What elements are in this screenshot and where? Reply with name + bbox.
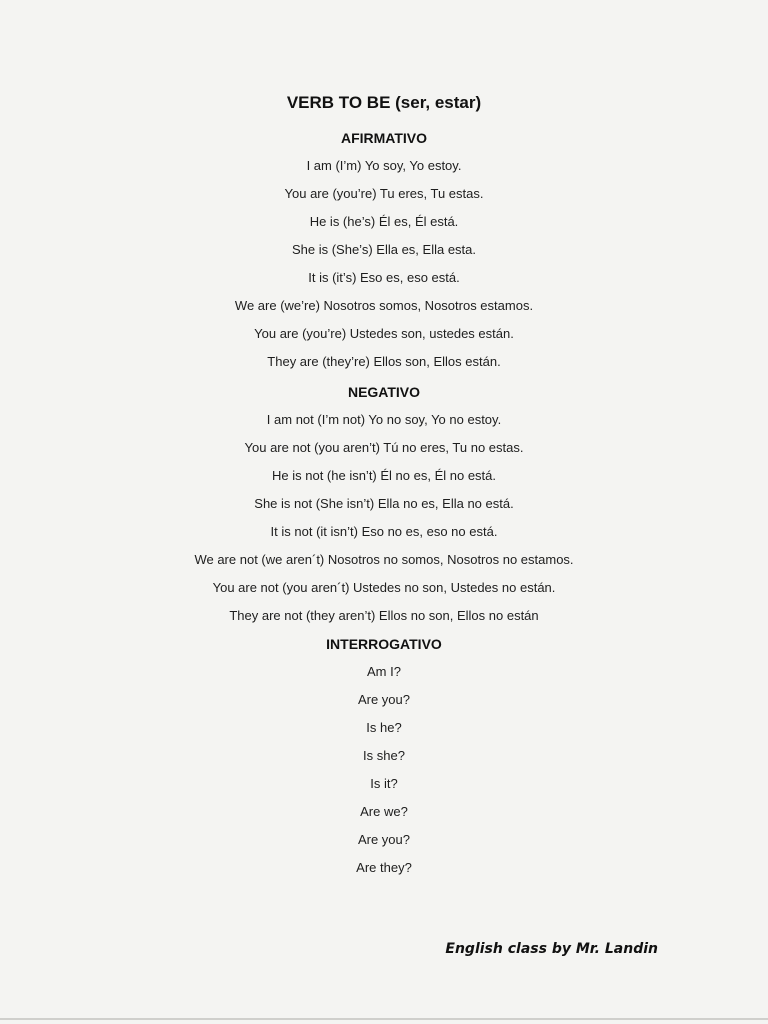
sentence-line: They are not (they aren’t) Ellos no son, Ellos no están xyxy=(229,608,539,623)
sentence-line: You are not (you aren’t) Tú no eres, Tu no estas. xyxy=(244,440,524,455)
page-title: VERB TO BE (ser, estar) xyxy=(286,93,482,112)
sentence-line: She is (She’s) Ella es, Ella esta. xyxy=(291,242,476,257)
question-line: Is he? xyxy=(366,720,402,735)
question-line: Are we? xyxy=(360,804,408,819)
question-line: Are you? xyxy=(357,692,411,707)
page-edge-divider xyxy=(0,1018,768,1020)
question-line: Are they? xyxy=(356,860,412,875)
sentence-line: You are (you’re) Tu eres, Tu estas. xyxy=(284,186,484,201)
sentence-line: He is (he’s) Él es, Él está. xyxy=(309,214,459,229)
question-line: Is it? xyxy=(370,776,398,791)
sentence-line: I am not (I’m not) Yo no soy, Yo no estoy. xyxy=(266,412,502,427)
section-interrogativo xyxy=(0,630,768,882)
sentence-line: We are not (we aren´t) Nosotros no somos, Nosotros no estamos. xyxy=(194,552,574,567)
sentence-line: You are (you’re) Ustedes son, ustedes están. xyxy=(254,326,514,341)
sentence-line: She is not (She isn’t) Ella no es, Ella no está. xyxy=(254,496,514,511)
sentence-line: They are (they’re) Ellos son, Ellos están. xyxy=(267,354,501,369)
section-afirmativo xyxy=(0,124,768,376)
footer-credit: English class by Mr. Landin xyxy=(445,941,658,957)
question-line: Am I? xyxy=(367,664,401,679)
sentence-line: I am (I’m) Yo soy, Yo estoy. xyxy=(306,158,462,173)
section-heading-interrogativo: INTERROGATIVO xyxy=(326,636,442,652)
sentence-line: We are (we’re) Nosotros somos, Nosotros estamos. xyxy=(234,298,534,313)
section-heading-negativo: NEGATIVO xyxy=(347,384,421,400)
section-heading-afirmativo: AFIRMATIVO xyxy=(340,130,428,146)
question-line: Are you? xyxy=(357,832,411,847)
sentence-line: You are not (you aren´t) Ustedes no son, Ustedes no están. xyxy=(212,580,556,595)
section-negativo xyxy=(0,378,768,630)
sentence-line: He is not (he isn’t) Él no es, Él no está. xyxy=(272,468,496,483)
question-line: Is she? xyxy=(363,748,405,763)
sentence-line: It is (it’s) Eso es, eso está. xyxy=(308,270,460,285)
sentence-line: It is not (it isn’t) Eso no es, eso no está. xyxy=(270,524,498,539)
